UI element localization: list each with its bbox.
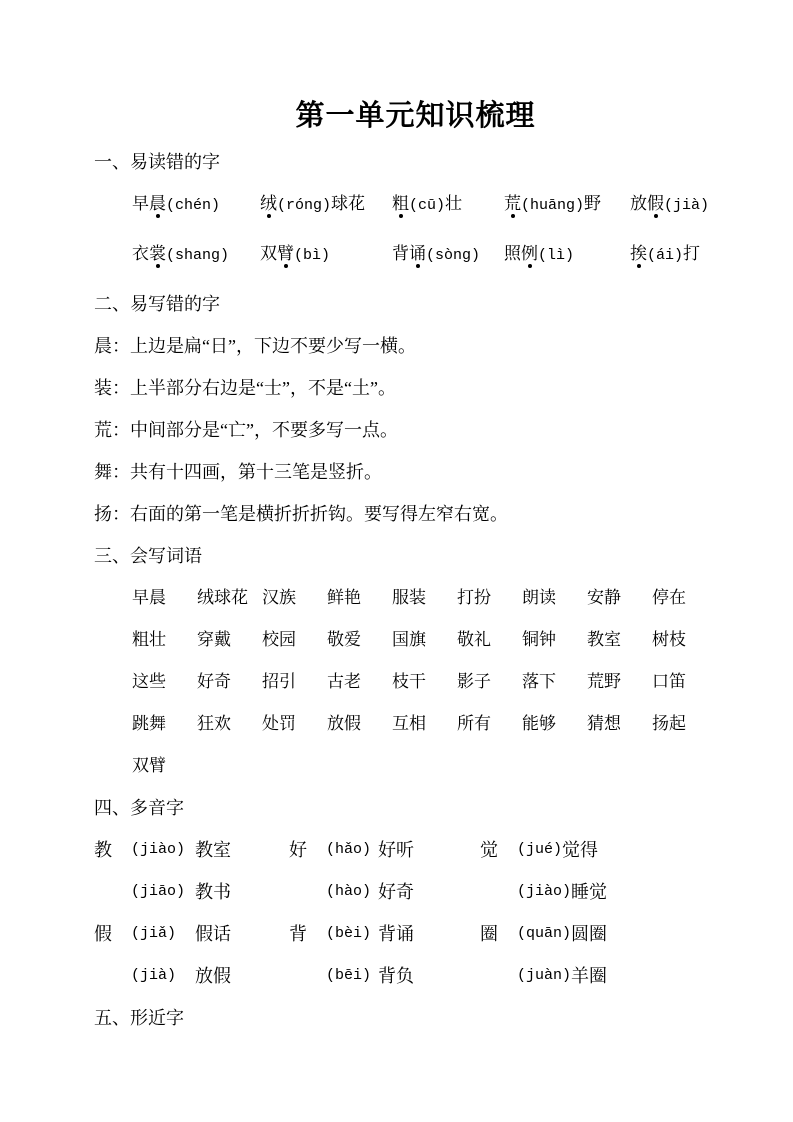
- polyphone-entry: [289, 829, 480, 871]
- polyphone-word: 教室: [195, 840, 231, 860]
- word-item: 放假: [327, 714, 361, 733]
- pinyin: (jiāo): [131, 883, 186, 900]
- polyphone-word: 背负: [378, 966, 414, 986]
- polyphone-char: 假: [94, 924, 112, 944]
- word-list-row: [132, 619, 737, 661]
- polyphone-entry: [480, 913, 737, 955]
- pinyin: (jiào): [517, 883, 572, 900]
- word-item: 鲜艳: [327, 588, 361, 607]
- word-item: 打扮: [457, 588, 491, 607]
- word-list-row: [132, 661, 737, 703]
- polyphone-word: 好奇: [378, 882, 414, 902]
- section-2-heading: 二、易写错的字: [94, 294, 220, 314]
- pinyin: (bì): [294, 247, 331, 264]
- word-item: 跳舞: [132, 714, 166, 733]
- section-3-heading: 三、会写词语: [94, 546, 202, 566]
- misread-word: 放假(jià): [630, 183, 737, 227]
- note-line: 晨：上边是扁“日”，下边不要少写一横。: [94, 336, 416, 356]
- polyphone-row: [94, 829, 737, 871]
- word-item: 校园: [262, 630, 296, 649]
- polyphone-word: 放假: [195, 966, 231, 986]
- misread-word: 荒(huāng)野: [504, 183, 630, 227]
- word-item: 处罚: [262, 714, 296, 733]
- word-item: 安静: [587, 588, 621, 607]
- pinyin: (juàn): [517, 967, 572, 984]
- word-item: 落下: [522, 672, 556, 691]
- pinyin: (jià): [131, 967, 177, 984]
- word-item: 狂欢: [197, 714, 231, 733]
- word-item: 停在: [652, 588, 686, 607]
- polyphone-entry: [94, 829, 289, 871]
- pinyin: (sòng): [426, 247, 481, 264]
- word-item: 口笛: [652, 672, 686, 691]
- misread-word: 背诵(sòng): [392, 233, 504, 277]
- section-4-heading: 四、多音字: [94, 798, 184, 818]
- misread-word: 双臂(bì): [260, 233, 392, 277]
- word-item: 穿戴: [197, 630, 231, 649]
- word-item: 敬礼: [457, 630, 491, 649]
- polyphone-entry: [480, 829, 737, 871]
- word-item: 教室: [587, 630, 621, 649]
- polyphone-word: 睡觉: [571, 882, 608, 902]
- polyphone-word: 假话: [195, 924, 231, 944]
- misread-words-row: [132, 183, 737, 225]
- section-5-heading: 五、形近字: [94, 1008, 184, 1028]
- word-item: 铜钟: [522, 630, 556, 649]
- word-item: 朗读: [522, 588, 556, 607]
- note-line: 装：上半部分右边是“士”，不是“土”。: [94, 378, 396, 398]
- polyphone-entry: [289, 913, 480, 955]
- word-item: 粗壮: [132, 630, 166, 649]
- polyphone-word: 圆圈: [571, 924, 608, 944]
- polyphone-entry: [480, 955, 737, 997]
- word-item: 枝干: [392, 672, 426, 691]
- word-list-row: [132, 745, 737, 787]
- word-item: 服装: [392, 588, 426, 607]
- polyphone-char: 背: [289, 924, 307, 944]
- polyphone-word: 好听: [378, 840, 414, 860]
- word-item: 影子: [457, 672, 491, 691]
- word-item: 古老: [327, 672, 361, 691]
- note-line: 舞：共有十四画，第十三笔是竖折。: [94, 462, 382, 482]
- polyphone-entry: [94, 871, 289, 913]
- word-list-row: [132, 703, 737, 745]
- polyphone-char: 教: [94, 840, 112, 860]
- word-item: 早晨: [132, 588, 166, 607]
- section-1-heading: 一、易读错的字: [94, 152, 220, 172]
- word-item: 汉族: [262, 588, 296, 607]
- polyphone-row: [94, 871, 737, 913]
- word-item: 敬爱: [327, 630, 361, 649]
- pinyin: (jué): [517, 841, 563, 858]
- word-item: 荒野: [587, 672, 621, 691]
- pinyin: (lì): [538, 247, 575, 264]
- misread-word: 照例(lì): [504, 233, 630, 277]
- polyphone-row: [94, 913, 737, 955]
- pinyin: (chén): [166, 197, 221, 214]
- word-item: 互相: [392, 714, 426, 733]
- pinyin: (ái): [647, 247, 684, 264]
- word-item: 国旗: [392, 630, 426, 649]
- pinyin: (bēi): [326, 967, 372, 984]
- pinyin: (jiào): [131, 841, 186, 858]
- misread-word: 挨(ái)打: [630, 233, 737, 277]
- word-item: 好奇: [197, 672, 231, 691]
- pinyin: (hǎo): [326, 841, 372, 858]
- pinyin: (jià): [664, 197, 710, 214]
- polyphone-entry: [480, 871, 737, 913]
- misread-words-row: [132, 233, 737, 275]
- word-item: 能够: [522, 714, 556, 733]
- word-item: 这些: [132, 672, 166, 691]
- word-item: 招引: [262, 672, 296, 691]
- word-list-row: [132, 577, 737, 619]
- polyphone-entry: [94, 955, 289, 997]
- pinyin: (quān): [517, 925, 572, 942]
- word-item: 扬起: [652, 714, 686, 733]
- pinyin: (shang): [166, 247, 230, 264]
- misread-word: 绒(róng)球花: [260, 183, 392, 227]
- polyphone-entry: [94, 913, 289, 955]
- polyphone-char: 觉: [480, 840, 498, 860]
- pinyin: (róng): [277, 197, 332, 214]
- pinyin: (hào): [326, 883, 372, 900]
- misread-word: 衣裳(shang): [132, 233, 260, 277]
- pinyin: (cū): [409, 197, 446, 214]
- pinyin: (huāng): [521, 197, 585, 214]
- word-item: 猜想: [587, 714, 621, 733]
- word-item: 绒球花: [197, 588, 248, 607]
- misread-word: 粗(cū)壮: [392, 183, 504, 227]
- note-line: 荒：中间部分是“亡”，不要多写一点。: [94, 420, 398, 440]
- word-item: 所有: [457, 714, 491, 733]
- note-line: 扬：右面的第一笔是横折折折钩。要写得左窄右宽。: [94, 504, 508, 524]
- polyphone-entry: [289, 871, 480, 913]
- pinyin: (bèi): [326, 925, 372, 942]
- polyphone-word: 觉得: [562, 840, 599, 860]
- polyphone-char: 好: [289, 840, 307, 860]
- word-item: 双臂: [132, 756, 166, 775]
- pinyin: (jiǎ): [131, 925, 177, 942]
- word-item: 树枝: [652, 630, 686, 649]
- polyphone-entry: [289, 955, 480, 997]
- misread-word: 早晨(chén): [132, 183, 260, 227]
- polyphone-row: [94, 955, 737, 997]
- polyphone-word: 背诵: [378, 924, 414, 944]
- page-title: 第一单元知识梳理: [295, 100, 536, 132]
- polyphone-word: 教书: [195, 882, 231, 902]
- polyphone-char: 圈: [480, 924, 498, 944]
- polyphone-word: 羊圈: [571, 966, 608, 986]
